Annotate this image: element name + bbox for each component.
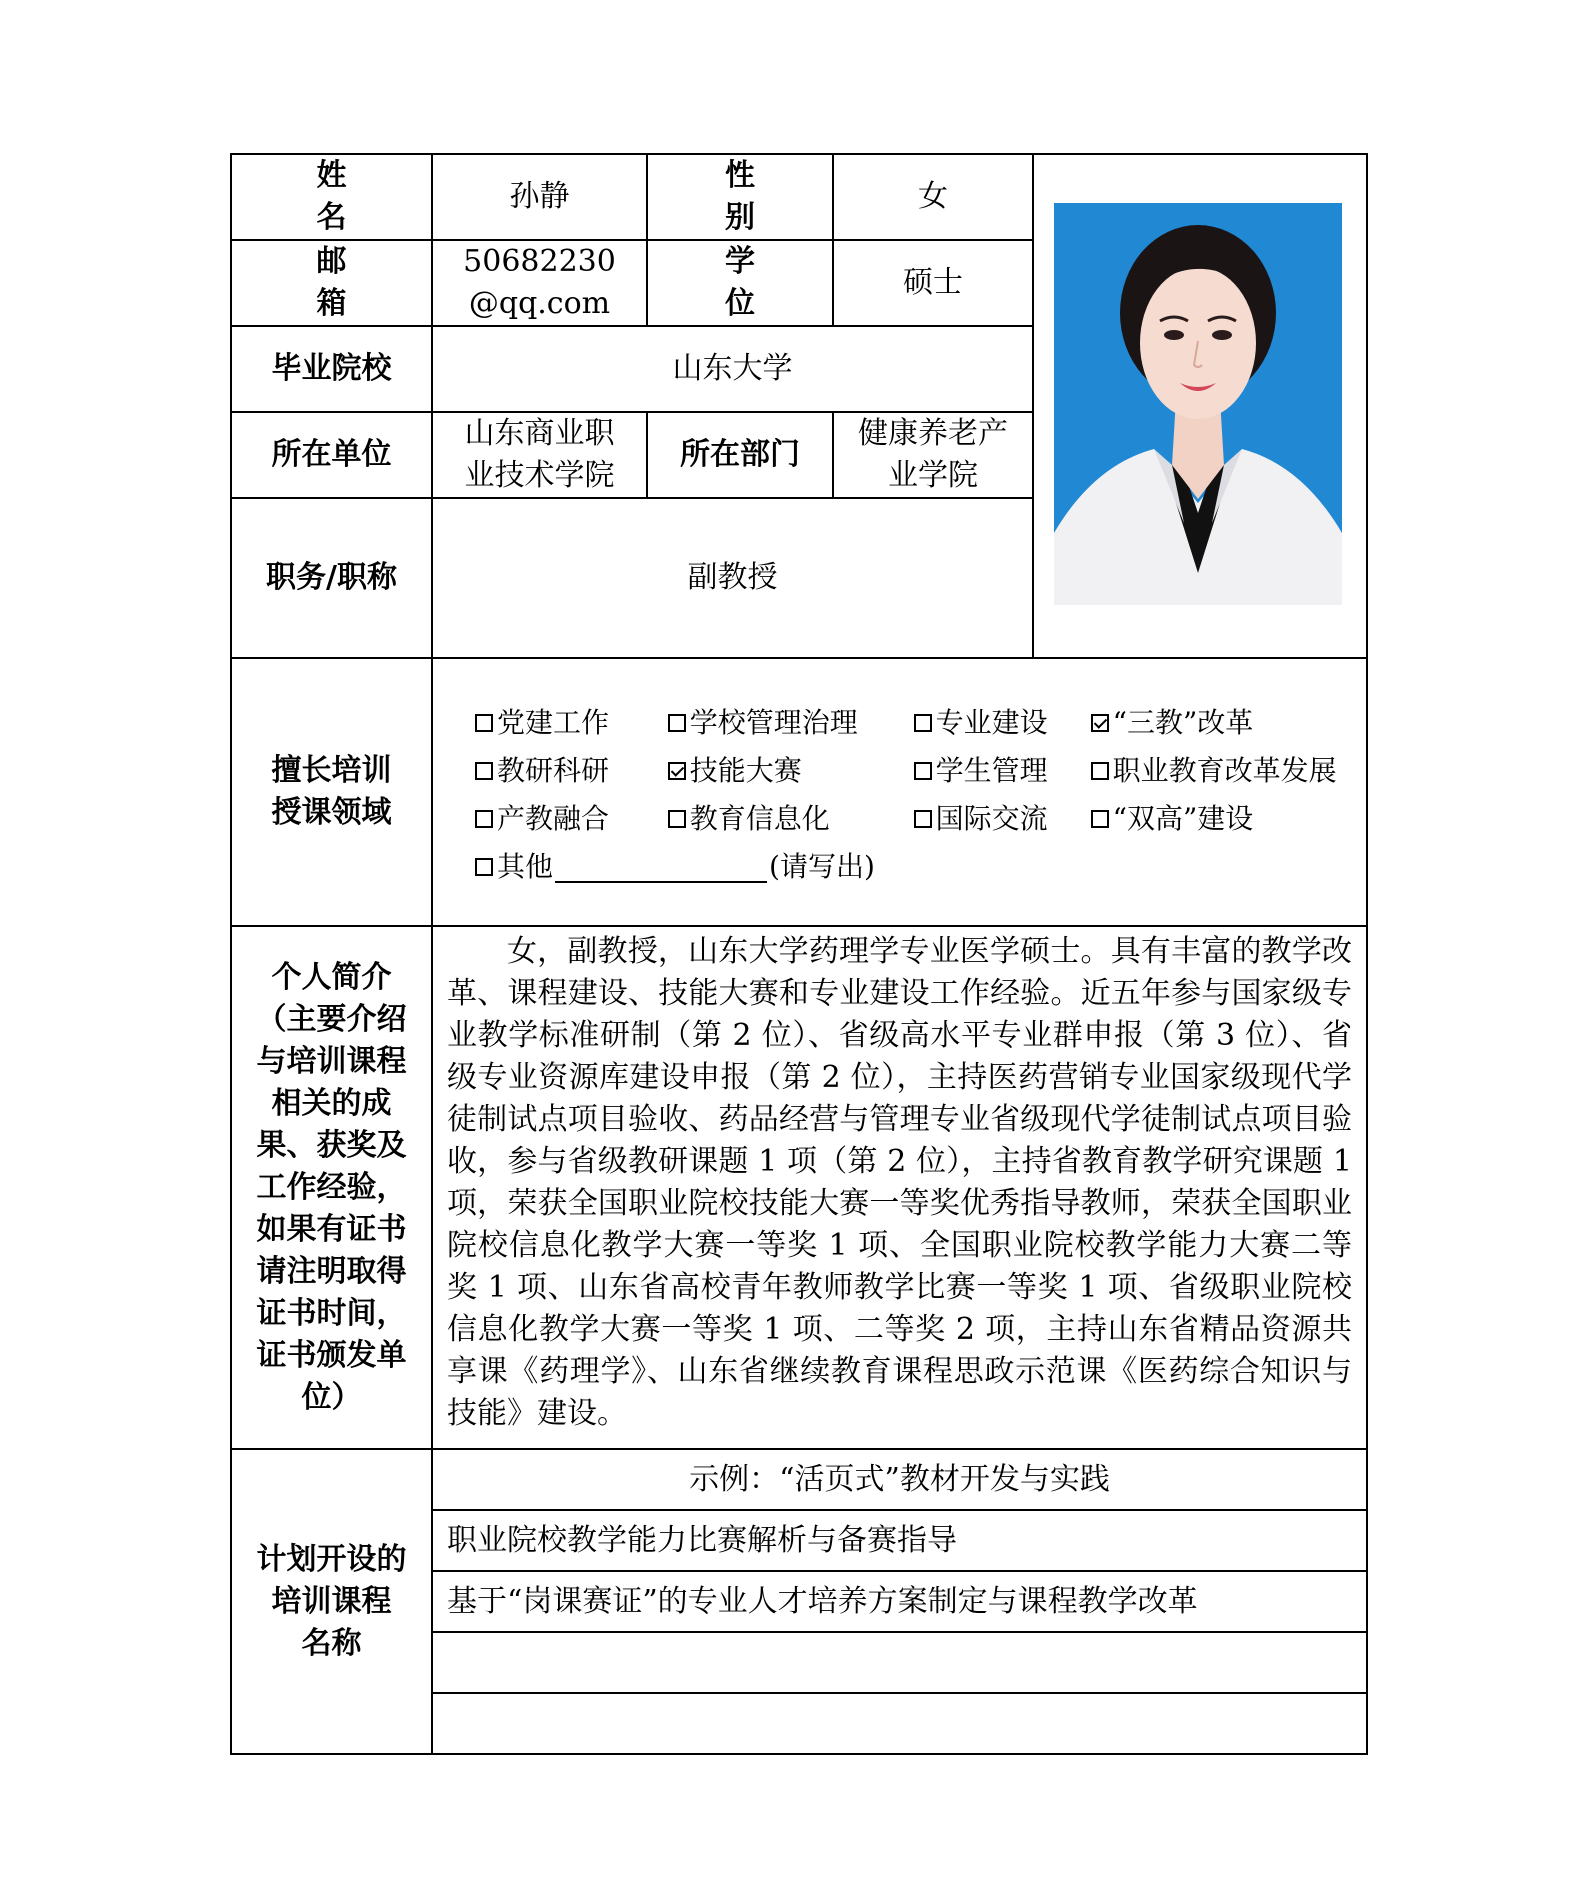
school-label: 毕业院校: [231, 326, 432, 412]
area-option-label: 学生管理: [935, 754, 1048, 787]
gender-value: 女: [833, 154, 1033, 240]
area-option[interactable]: [1091, 702, 1366, 744]
dept-value: [833, 412, 1033, 498]
course-item[interactable]: 基于“岗课赛证”的专业人才培养方案制定与课程教学改革: [432, 1571, 1367, 1632]
area-option[interactable]: [1091, 750, 1366, 792]
email-value-line2: @qq.com: [468, 286, 611, 321]
intro-body: [432, 926, 1367, 1449]
areas-label: [231, 658, 432, 926]
area-option[interactable]: [1091, 798, 1366, 840]
area-option-label: “双高”建设: [1112, 802, 1254, 835]
dept-value-line1: 健康养老产: [858, 416, 1008, 451]
checkbox-icon[interactable]: [475, 810, 493, 828]
portrait-illustration: [1054, 203, 1342, 605]
other-option[interactable]: [475, 846, 875, 888]
photo-cell: [1033, 154, 1367, 658]
area-option[interactable]: [668, 798, 914, 840]
checkbox-icon[interactable]: [914, 810, 932, 828]
courses-label-line3: 名称: [301, 1625, 362, 1661]
checkbox-icon[interactable]: [1091, 762, 1109, 780]
degree-label: 学 位: [647, 240, 833, 326]
checkbox-icon[interactable]: [1091, 810, 1109, 828]
areas-options: [432, 658, 1367, 926]
checkbox-icon[interactable]: [914, 714, 932, 732]
checkbox-icon[interactable]: [475, 762, 493, 780]
areas-other-row: [475, 843, 1366, 891]
other-label: 其他: [497, 850, 554, 883]
portrait-photo: [1054, 203, 1342, 605]
areas-row: [475, 747, 1366, 795]
school-value: 山东大学: [432, 326, 1033, 412]
intro-text: 女，副教授，山东大学药理学专业医学硕士。具有丰富的教学改革、课程建设、技能大赛和专业建设工作经验。近五年参与国家级专业教学标准研制（第 2 位）、省级高水平专业群申报（第 3 位）、省级专业资源库建设申报（第 2 位），主持医药营销专业国家级现代学徒制试点项目验收、药品经营与管理专业省级现代学徒制试点项目验收，参与省级教研课题 1 项（第 2 位），主持省教育教学研究课题 1 项，荣获全国职业院校技能大赛一等奖优秀指导教师，荣获全国职业院校信息化教学大赛一等奖 1 项、全国职业院校教学能力大赛二等奖 1 项、山东省高校青年教师教学比赛一等奖 1 项、省级职业院校信息化教学大赛一等奖 1 项、二等奖 2 项，主持山东省精品资源共享课《药理学》、山东省继续教育课程思政示范课《医药综合知识与技能》建设。: [447, 934, 1352, 1431]
areas-label-line1: 擅长培训: [271, 753, 392, 788]
checked-checkbox-icon[interactable]: [1091, 714, 1109, 732]
email-value: [432, 240, 647, 326]
title-label: 职务/职称: [231, 498, 432, 658]
area-option-label: 党建工作: [497, 706, 610, 739]
area-option-label: “三教”改革: [1112, 706, 1254, 739]
areas-row: [475, 699, 1366, 747]
course-item[interactable]: [432, 1693, 1367, 1754]
unit-value-line1: 山东商业职: [464, 416, 615, 451]
area-option[interactable]: [914, 750, 1091, 792]
course-item[interactable]: [432, 1632, 1367, 1693]
courses-label-line2: 培训课程: [271, 1583, 392, 1619]
checkbox-icon[interactable]: [668, 714, 686, 732]
course-item[interactable]: 职业院校教学能力比赛解析与备赛指导: [432, 1510, 1367, 1571]
checkbox-icon[interactable]: [668, 810, 686, 828]
courses-label-line1: 计划开设的: [256, 1541, 407, 1577]
dept-value-line2: 业学院: [888, 458, 978, 493]
checkbox-icon[interactable]: [475, 714, 493, 732]
course-example: 示例：“活页式”教材开发与实践: [432, 1449, 1367, 1510]
courses-label: [231, 1449, 432, 1754]
name-value: 孙静: [432, 154, 647, 240]
unit-label: 所在单位: [231, 412, 432, 498]
area-option-label: 技能大赛: [689, 754, 802, 787]
dept-label: 所在部门: [647, 412, 833, 498]
area-option-label: 学校管理治理: [689, 706, 858, 739]
area-option-label: 教研科研: [497, 754, 610, 787]
checkbox-icon[interactable]: [914, 762, 932, 780]
area-option[interactable]: [668, 750, 914, 792]
checkbox-icon[interactable]: [475, 858, 493, 876]
areas-row: [475, 795, 1366, 843]
unit-value: [432, 412, 647, 498]
intro-label: 个人简介（主要介绍与培训课程相关的成果、获奖及工作经验，如果有证书请注明取得证书时间，证书颁发单位）: [231, 926, 432, 1449]
area-option[interactable]: [475, 702, 668, 744]
area-option-label: 产教融合: [497, 802, 610, 835]
area-option-label: 专业建设: [935, 706, 1048, 739]
area-option[interactable]: [668, 702, 914, 744]
gender-label: 性 别: [647, 154, 833, 240]
area-option-label: 国际交流: [935, 802, 1048, 835]
checked-checkbox-icon[interactable]: [668, 762, 686, 780]
areas-label-line2: 授课领域: [271, 795, 392, 830]
degree-value: 硕士: [833, 240, 1033, 326]
teacher-info-table: [230, 153, 1368, 1755]
title-value: 副教授: [432, 498, 1033, 658]
area-option[interactable]: [475, 750, 668, 792]
email-value-line1: 50682230: [463, 244, 616, 279]
name-label: 姓 名: [231, 154, 432, 240]
area-option[interactable]: [475, 798, 668, 840]
area-option-label: 教育信息化: [689, 802, 830, 835]
area-option[interactable]: [914, 798, 1091, 840]
area-option-label: 职业教育改革发展: [1112, 754, 1337, 787]
unit-value-line2: 业技术学院: [464, 458, 615, 493]
other-hint: (请写出): [769, 850, 875, 883]
other-fill-line[interactable]: [555, 851, 767, 883]
area-option[interactable]: [914, 702, 1091, 744]
areas-grid: [475, 699, 1366, 843]
email-label: 邮 箱: [231, 240, 432, 326]
